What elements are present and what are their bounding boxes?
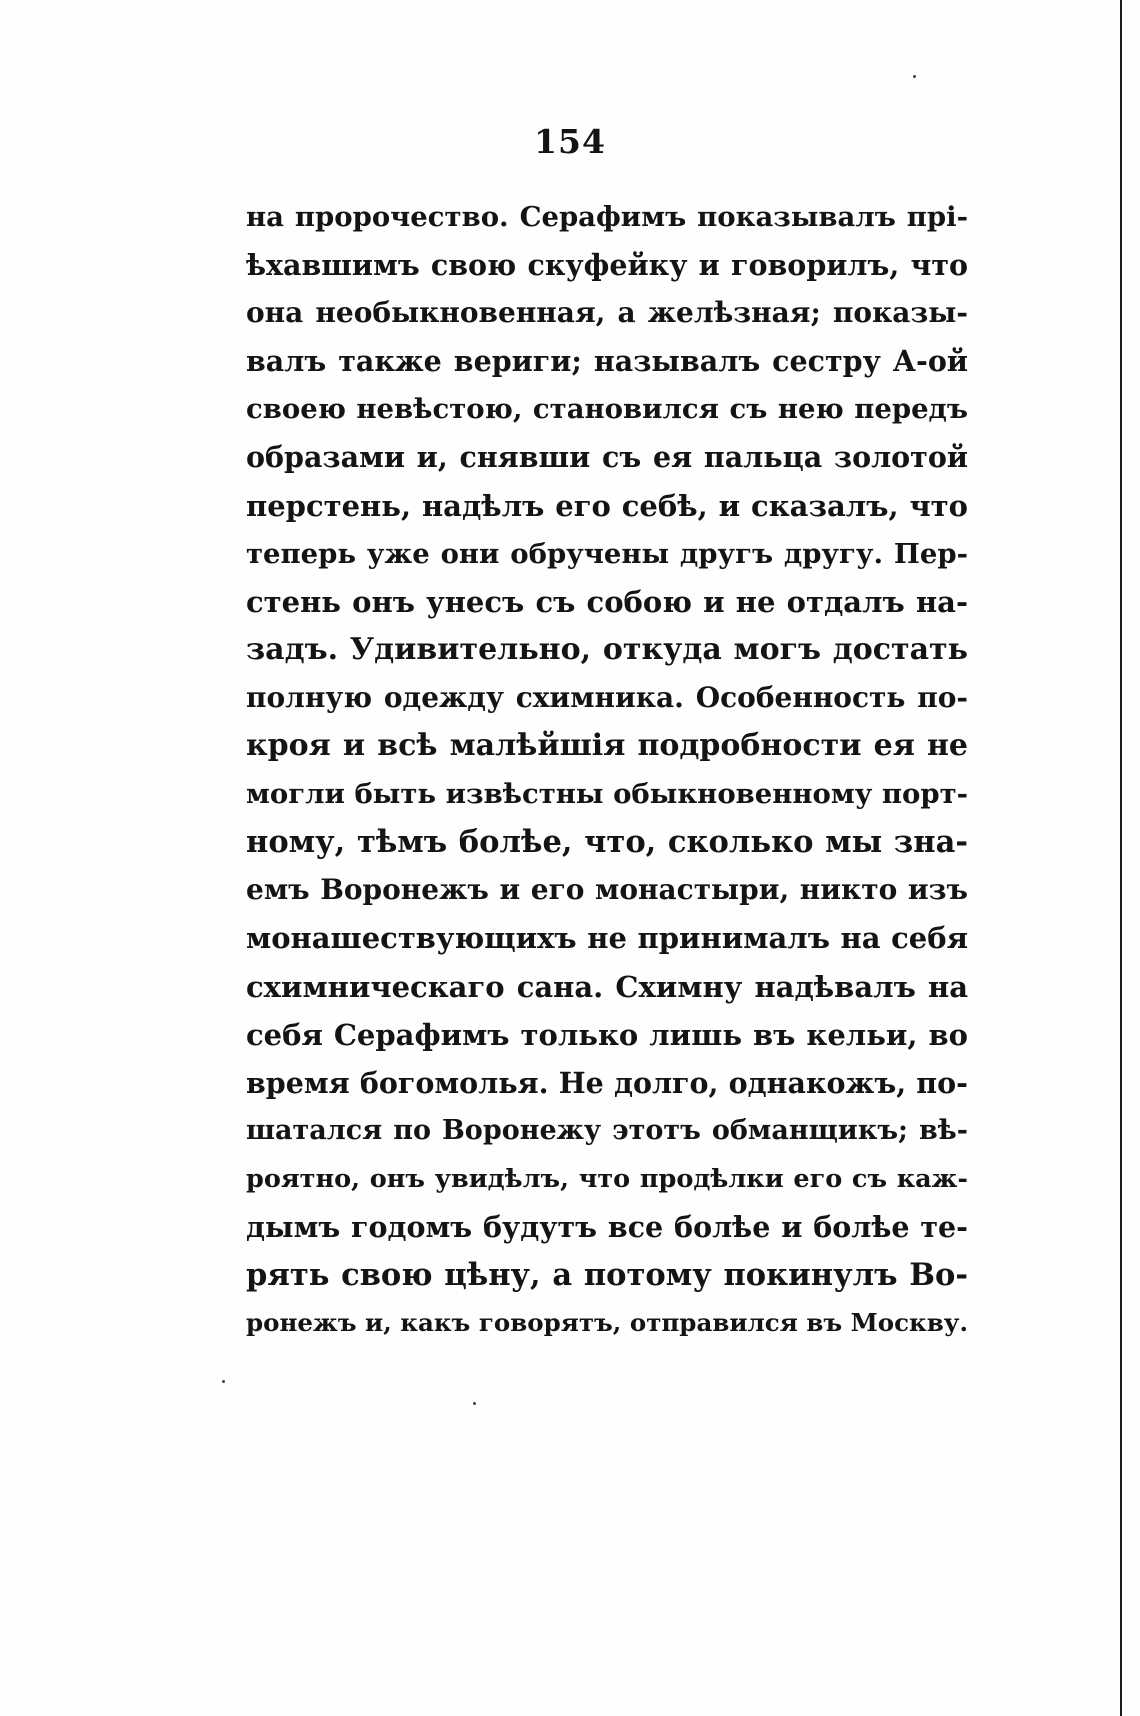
text-line: монашествующихъ не принималъ на себя — [246, 921, 968, 956]
text-line: схимническаго сана. Схимну надѣвалъ на — [246, 969, 968, 1004]
text-line: могли быть извѣстны обыкновенному порт- — [246, 778, 968, 811]
text-line: теперь уже они обручены другъ другу. Пер- — [246, 537, 968, 570]
page-edge-border — [1120, 0, 1122, 1716]
text-line: стень онъ унесъ съ собою и не отдалъ на- — [246, 584, 968, 619]
text-line: шатался по Воронежу этотъ обманщикъ; вѣ- — [246, 1114, 968, 1146]
text-line: себя Серафимъ только лишь въ кельи, во — [246, 1017, 968, 1052]
text-line: образами и, снявши съ ея пальца золотой — [246, 440, 968, 475]
text-line: полную одежду схимника. Особенность по- — [246, 680, 968, 714]
text-line: на пророчество. Серафимъ показывалъ прі- — [246, 201, 968, 233]
text-line: своею невѣстою, становился съ нею передъ — [246, 393, 968, 426]
text-line: кроя и всѣ малѣйшія подробности ея не — [246, 728, 968, 764]
text-line: ѣхавшимъ свою скуфейку и говорилъ, что — [246, 248, 968, 283]
text-line: перстень, надѣлъ его себѣ, и сказалъ, что — [246, 488, 968, 523]
page-number: 154 — [534, 122, 606, 161]
print-speck — [473, 1402, 476, 1405]
text-line: она необыкновенная, а желѣзная; показы- — [246, 296, 968, 330]
body-text — [246, 193, 968, 1347]
text-line: ному, тѣмъ болѣе, что, сколько мы зна- — [246, 824, 968, 861]
text-line: задъ. Удивительно, откуда могъ достать — [246, 631, 968, 667]
text-line: емъ Воронежъ и его монастыри, никто изъ — [246, 873, 968, 907]
text-line: дымъ годомъ будутъ все болѣе и болѣе те- — [246, 1209, 968, 1244]
text-line: роятно, онъ увидѣлъ, что продѣлки его съ каж- — [246, 1163, 968, 1194]
print-speck — [913, 75, 916, 78]
print-speck — [222, 1380, 225, 1383]
text-line: время богомолья. Не долго, однакожъ, по- — [246, 1065, 968, 1100]
text-line: рять свою цѣну, а потому покинулъ Во- — [246, 1257, 968, 1294]
text-line: ронежъ и, какъ говорятъ, отправился въ Москву. — [246, 1308, 968, 1338]
text-line: валъ также вериги; называлъ сестру А-ой — [246, 344, 968, 379]
